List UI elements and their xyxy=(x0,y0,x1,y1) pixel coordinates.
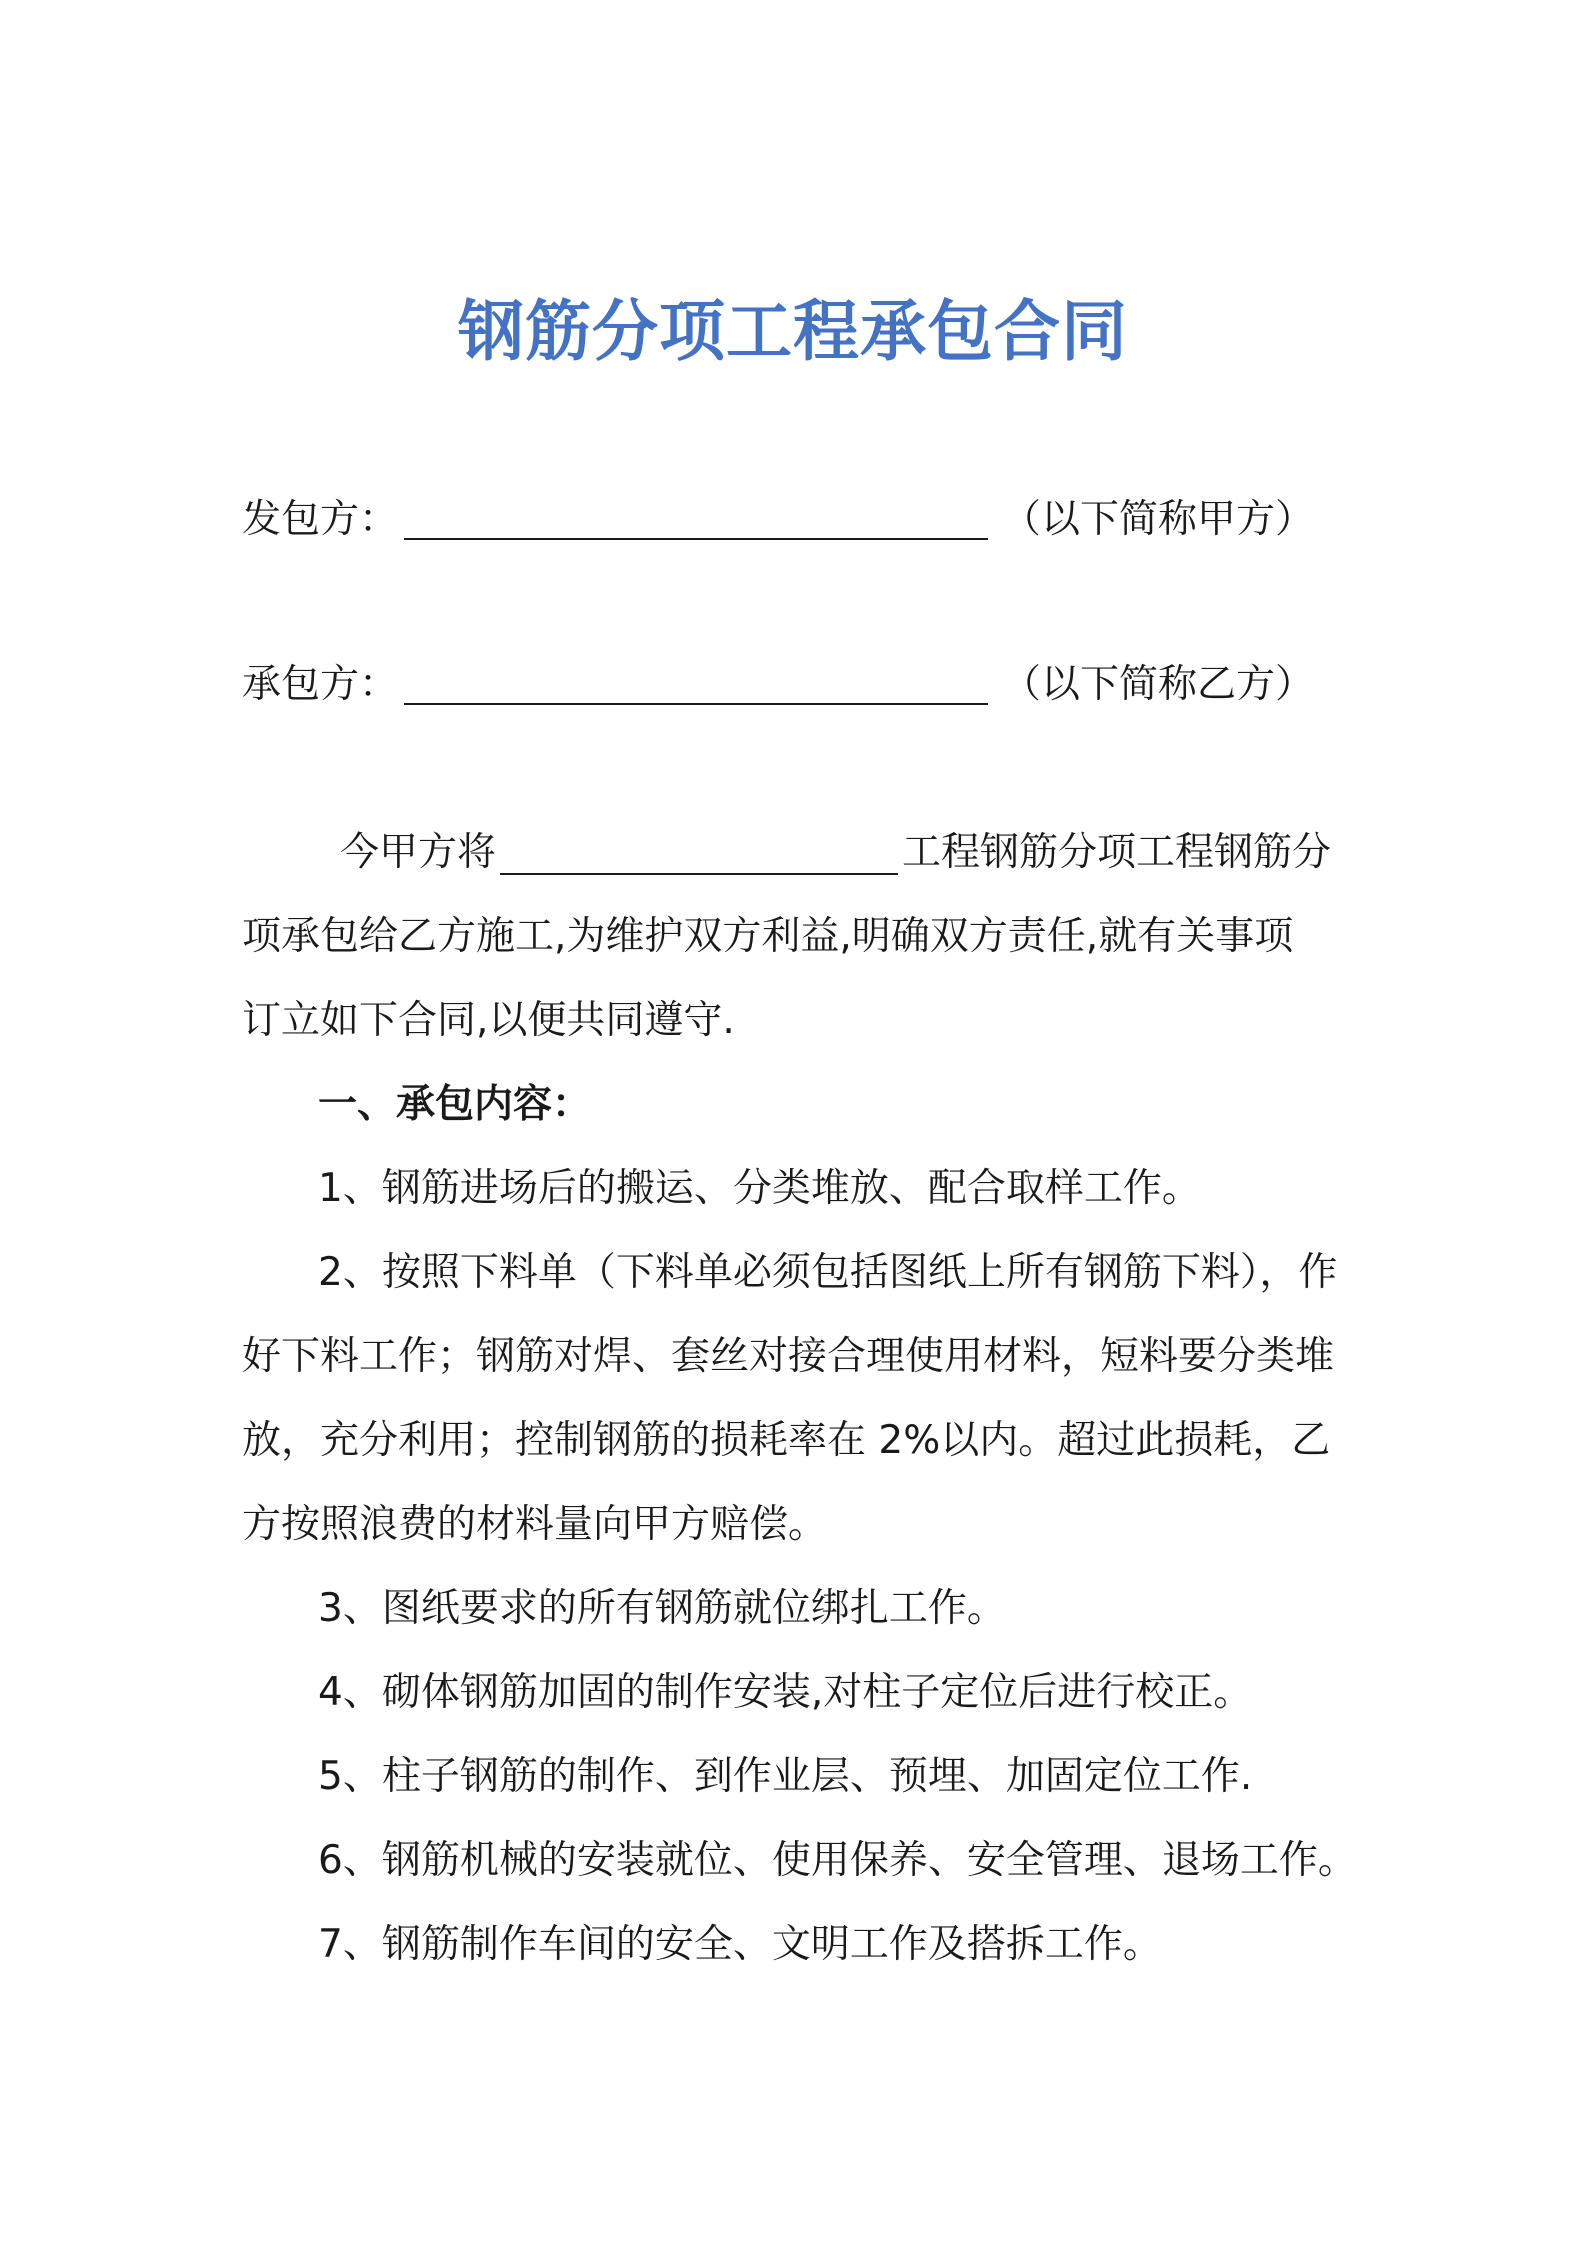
section-1-item-5: 5、柱子钢筋的制作、到作业层、预埋、加固定位工作. xyxy=(318,1754,1253,1799)
section-1-item-1: 1、钢筋进场后的搬运、分类堆放、配合取样工作。 xyxy=(318,1166,1201,1211)
section-1-item-6: 6、钢筋机械的安装就位、使用保养、安全管理、退场工作。 xyxy=(318,1838,1357,1883)
party-b-label: 承包方： xyxy=(242,662,399,707)
party-b-blank-line xyxy=(404,703,988,705)
intro-line-2: 项承包给乙方施工,为维护双方利益,明确双方责任,就有关事项 xyxy=(242,914,1294,959)
project-name-blank-line xyxy=(500,837,898,875)
item-2-line-1: 2、按照下料单（下料单必须包括图纸上所有钢筋下料），作 xyxy=(318,1250,1338,1295)
section-1-heading: 一、承包内容： xyxy=(318,1082,592,1127)
intro-text-part1: 今甲方将 xyxy=(340,830,497,875)
intro-line-3: 订立如下合同,以便共同遵守. xyxy=(242,998,735,1043)
item-2-line-2: 好下料工作；钢筋对焊、套丝对接合理使用材料，短料要分类堆 xyxy=(242,1334,1335,1379)
intro-line-1 xyxy=(242,811,1372,895)
document-title: 钢筋分项工程承包合同 xyxy=(458,293,1128,370)
party-b-row xyxy=(242,653,1382,717)
item-2-line-3: 放，充分利用；控制钢筋的损耗率在 2%以内。超过此损耗，乙 xyxy=(242,1418,1331,1463)
intro-text-part2: 工程钢筋分项工程钢筋分 xyxy=(902,830,1332,875)
party-a-blank-line xyxy=(404,538,988,540)
item-2-line-4: 方按照浪费的材料量向甲方赔偿。 xyxy=(242,1502,828,1547)
section-1-item-3: 3、图纸要求的所有钢筋就位绑扎工作。 xyxy=(318,1586,1006,1631)
intro-paragraph xyxy=(242,811,1372,1063)
party-b-note: （以下简称乙方） xyxy=(1002,662,1315,707)
section-1-item-7: 7、钢筋制作车间的安全、文明工作及搭拆工作。 xyxy=(318,1922,1162,1967)
section-1-item-4: 4、砌体钢筋加固的制作安装,对柱子定位后进行校正。 xyxy=(318,1670,1253,1715)
section-1-item-2 xyxy=(242,1231,1372,1567)
party-a-row xyxy=(242,488,1382,552)
party-a-note: （以下简称甲方） xyxy=(1002,497,1315,542)
party-a-label: 发包方： xyxy=(242,497,399,542)
